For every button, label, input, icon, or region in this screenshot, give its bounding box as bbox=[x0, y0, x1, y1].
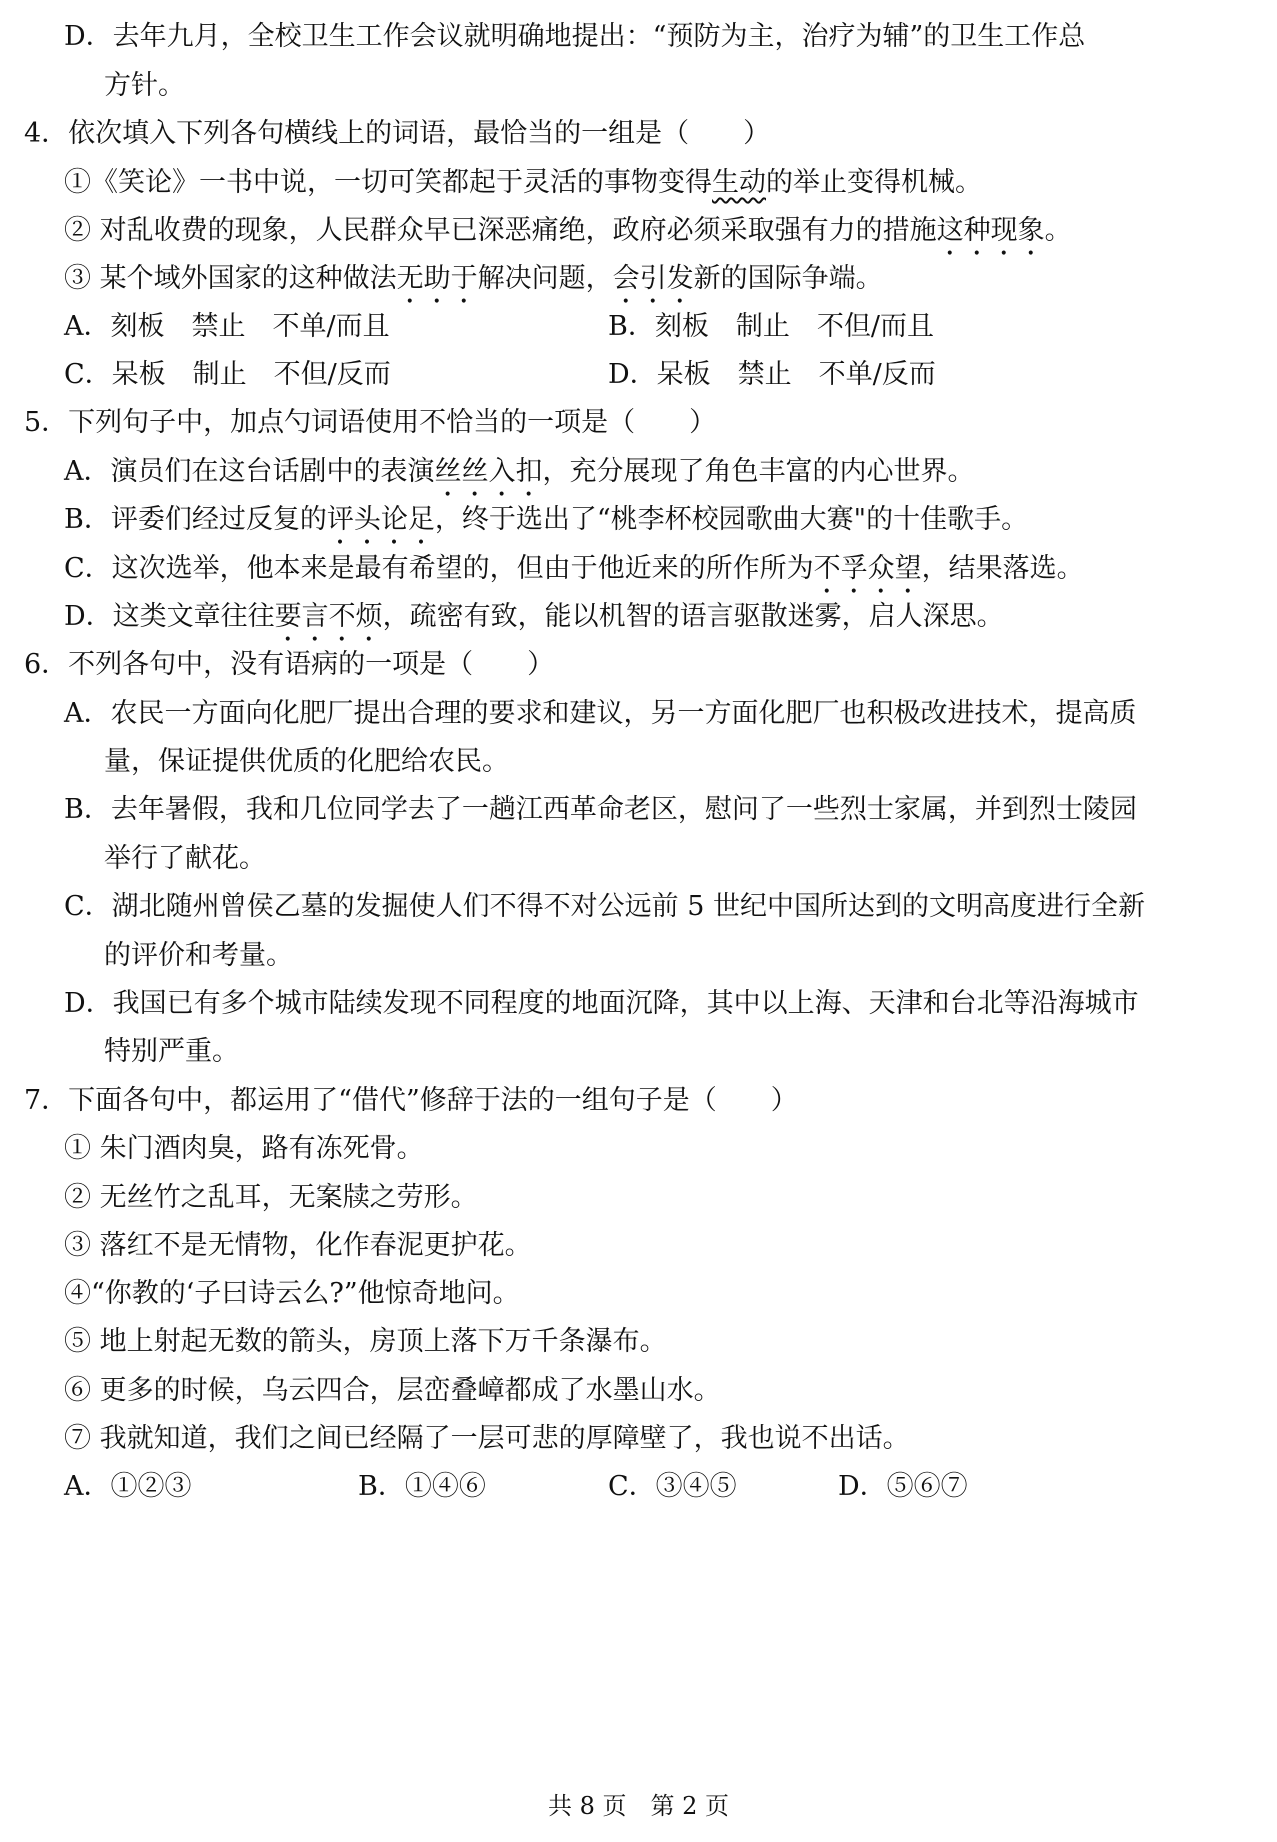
q4-stem: 4．依次填入下列各句横线上的词语，最恰当的一组是（ ） bbox=[24, 118, 771, 149]
q4-sentence-1: ①《笑论》一书中说，一切可笑都起于灵活的事物变得生动的举止变得机械。 bbox=[64, 167, 982, 198]
q7-sentence-7: ⑦ 我就知道，我们之间已经隔了一层可悲的厚障壁了，我也说不出话。 bbox=[64, 1423, 910, 1454]
q6-option-b-line1: B．去年暑假，我和几位同学去了一趟江西革命老区，慰问了一些烈士家属，并到烈士陵园 bbox=[64, 794, 1137, 825]
q5-option-c: C．这次选举，他本来是最有希望的，但由于他近来的所作所为不孚众望，结果落选。 bbox=[64, 553, 1084, 584]
q7-sentence-6: ⑥ 更多的时候，乌云四合，层峦叠嶂都成了水墨山水。 bbox=[64, 1375, 721, 1406]
q7-option-b: B．①④⑥ bbox=[358, 1471, 486, 1502]
q4-sentence-3: ③ 某个域外国家的这种做法无助于解决问题，会引发新的国际争端。 bbox=[64, 263, 883, 294]
q5-option-d: D．这类文章往往要言不烦，疏密有致，能以机智的语言驱散迷雾，启人深思。 bbox=[64, 601, 1004, 632]
q5-option-b: B．评委们经过反复的评头论足，终于选出了“桃李杯校园歌曲大赛"的十佳歌手。 bbox=[64, 504, 1029, 535]
q6-option-b-line2: 举行了献花。 bbox=[104, 843, 266, 874]
q6-option-a-line1: A．农民一方面向化肥厂提出合理的要求和建议，另一方面化肥厂也积极改进技术，提高质 bbox=[64, 698, 1137, 729]
q4-option-a: A．刻板 禁止 不单/而且 bbox=[64, 311, 390, 342]
q7-sentence-2: ② 无丝竹之乱耳，无案牍之劳形。 bbox=[64, 1182, 478, 1213]
q4-option-d: D．呆板 禁止 不单/反而 bbox=[608, 359, 936, 390]
q4-option-b: B．刻板 制止 不但/而且 bbox=[608, 311, 934, 342]
q4-sentence-2: ② 对乱收费的现象，人民群众早已深恶痛绝，政府必须采取强有力的措施这种现象。 bbox=[64, 215, 1072, 246]
q7-option-c: C．③④⑤ bbox=[608, 1471, 737, 1502]
q4-option-c: C．呆板 制止 不但/反而 bbox=[64, 359, 391, 390]
q6-option-d-line2: 特别严重。 bbox=[104, 1036, 239, 1067]
q5-stem: 5．下列句子中，加点勺词语使用不恰当的一项是（ ） bbox=[24, 407, 717, 438]
q3-option-d-line2: 方针。 bbox=[104, 70, 185, 101]
q7-sentence-1: ① 朱门酒肉臭，路有冻死骨。 bbox=[64, 1133, 424, 1164]
q4-s3-dotted-1: 无助于 bbox=[396, 263, 478, 294]
q6-option-d-line1: D．我国已有多个城市陆续发现不同程度的地面沉降，其中以上海、天津和台北等沿海城市 bbox=[64, 988, 1139, 1019]
q4-s3-dotted-2: 会引发 bbox=[612, 263, 694, 294]
q7-sentence-5: ⑤ 地上射起无数的箭头，房顶上落下万千条瀑布。 bbox=[64, 1326, 667, 1357]
q3-option-d-line1: D．去年九月，全校卫生工作会议就明确地提出：“预防为主，治疗为辅”的卫生工作总 bbox=[64, 21, 1086, 52]
q5-b-dotted: 评头论足 bbox=[326, 504, 435, 535]
page-footer: 共 8 页 第 2 页 bbox=[547, 1792, 730, 1820]
q5-c-dotted: 不孚众望 bbox=[813, 553, 922, 584]
q6-option-c-line1: C．湖北随州曾侯乙墓的发掘使人们不得不对公远前 5 世纪中国所达到的文明高度进行全新 bbox=[64, 891, 1146, 922]
q7-option-d: D．⑤⑥⑦ bbox=[838, 1471, 968, 1502]
q7-sentence-4: ④“你教的‘子曰诗云么?”他惊奇地问。 bbox=[64, 1278, 520, 1309]
q7-option-a: A．①②③ bbox=[64, 1471, 192, 1502]
q6-option-a-line2: 量，保证提供优质的化肥给农民。 bbox=[104, 746, 509, 777]
q5-a-dotted: 丝丝入扣 bbox=[434, 456, 543, 487]
q7-stem: 7．下面各句中，都运用了“借代”修辞于法的一组句子是（ ） bbox=[24, 1085, 798, 1116]
q5-d-dotted: 要言不烦 bbox=[274, 601, 383, 632]
q5-option-a: A．演员们在这台话剧中的表演丝丝入扣，充分展现了角色丰富的内心世界。 bbox=[64, 456, 975, 487]
q6-stem: 6．不列各句中，没有语病的一项是（ ） bbox=[24, 649, 555, 680]
q6-option-c-line2: 的评价和考量。 bbox=[104, 940, 293, 971]
q4-s1-underlined: 生动 bbox=[712, 167, 766, 198]
q4-s2-dotted: 这种现象 bbox=[936, 215, 1045, 246]
q7-sentence-3: ③ 落红不是无情物，化作春泥更护花。 bbox=[64, 1230, 532, 1261]
